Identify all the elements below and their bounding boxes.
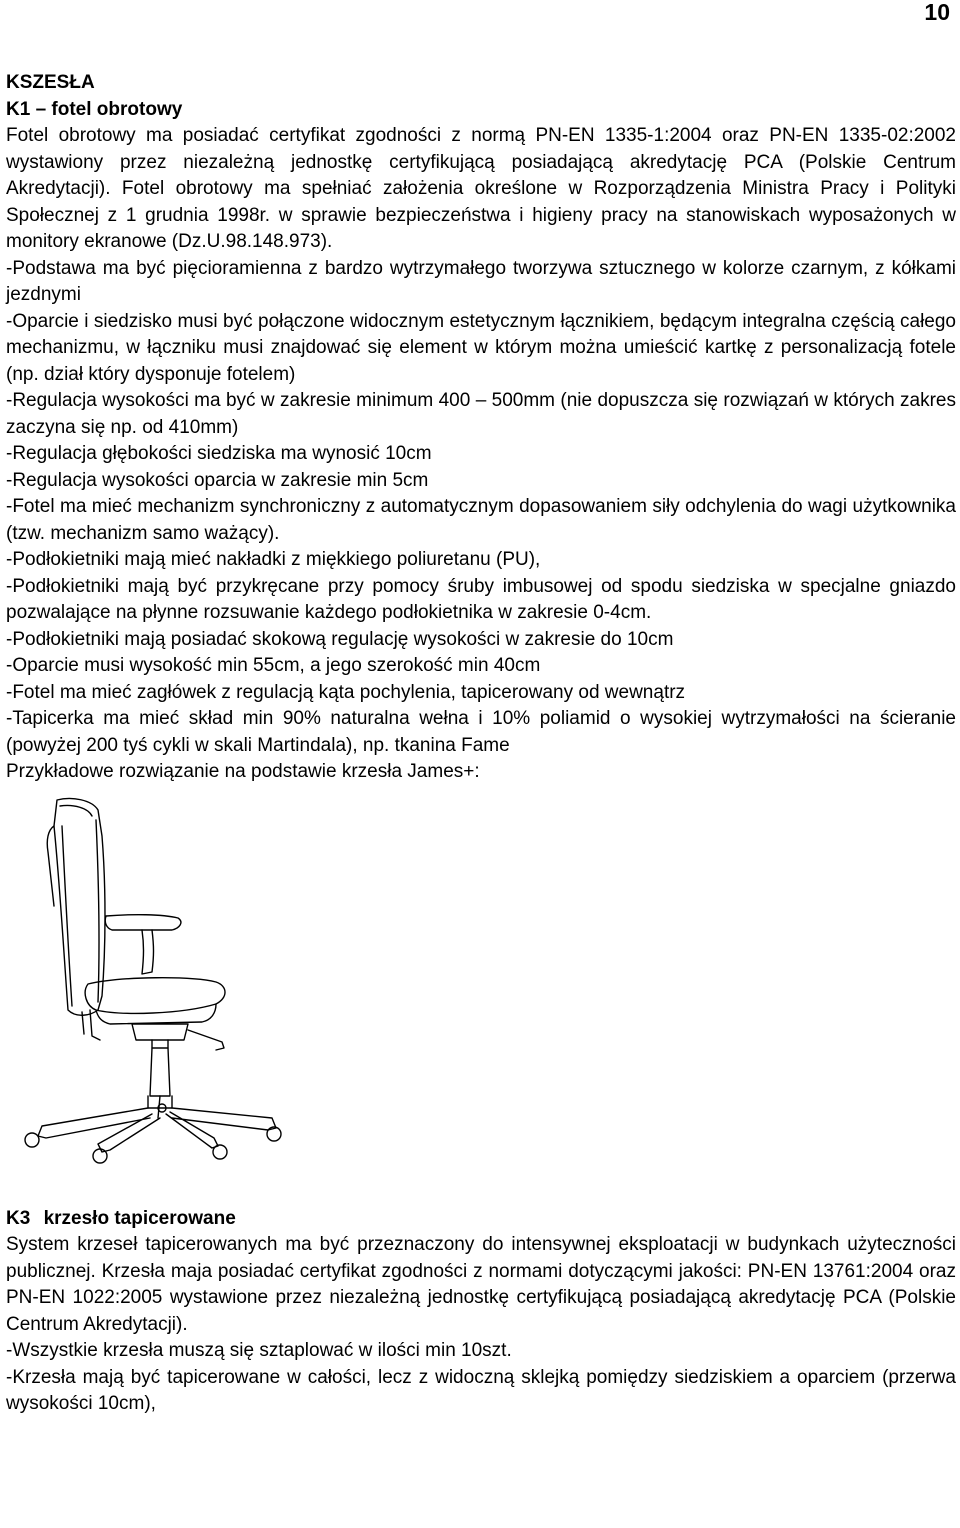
requirement-item: -Fotel ma mieć mechanizm synchroniczny z automatycznym dopasowaniem siły odchylenia do wagi użytkownika (tzw. mechanizm samo ważący). [6,496,956,544]
requirement-item: -Wszystkie krzesła muszą się sztaplować w ilości min 10szt. [6,1340,512,1361]
requirement-item: -Oparcie musi wysokość min 55cm, a jego szerokość min 40cm [6,655,541,676]
requirement-item: -Regulacja wysokości ma być w zakresie minimum 400 – 500mm (nie dopuszcza się rozwiązań w których zakres zaczyna się np. od 410mm) [6,390,956,438]
k1-requirements [6,256,956,760]
k3-code: K3 [6,1207,31,1229]
requirement-item: -Tapicerka ma mieć skład min 90% naturalna wełna i 10% poliamid o wysokiej wytrzymałości na ścieranie (powyżej 200 tyś cykli w skali Martindala), np. tkanina Fame [6,708,956,756]
k1-intro: Fotel obrotowy ma posiadać certyfikat zgodności z normą PN-EN 1335-1:2004 oraz PN-EN 1335-02:2002 wystawiony przez niezależną jednostkę certyfikującą posiadającą akredytację PCA (Polskie Centrum Akredytacji). Fotel obrotowy ma spełniać założenia określone w Rozporządzenia Ministra Pracy i Polityki Społecznej z 1 grudnia 1998r. w sprawie bezpieczeństwa i higieny pracy na stanowiskach wyposażonych w monitory ekranowe (Dz.U.98.148.973). [6,125,956,252]
section-title: KSZESŁA [6,72,95,93]
k3-heading [6,1206,956,1233]
example-caption: Przykładowe rozwiązanie na podstawie krzesła James+: [6,761,480,782]
requirement-item: -Regulacja wysokości oparcia w zakresie min 5cm [6,469,429,491]
requirement-item: -Oparcie i siedzisko musi być połączone widocznym estetycznym łącznikiem, będącym integralna częścią całego mechanizmu, w łączniku musi znajdować się element w którym można umieścić kartkę z personalizacją fotele (np. dział który dysponuje fotelem) [6,310,956,385]
requirement-item: -Fotel ma mieć zagłówek z regulacją kąta pochylenia, tapicerowany od wewnątrz [6,681,686,703]
k3-intro: System krzeseł tapicerowanych ma być przeznaczony do intensywnej eksploatacji w budynkach użyteczności publicznej. Krzesła maja posiadać certyfikat zgodności z normami dotyczącymi jakości: PN-EN 13761:2004 oraz PN-EN 1022:2005 wystawione przez niezależną jednostkę certyfikującą posiadającą akredytację PCA (Polskie Centrum Akredytacji). [6,1234,956,1335]
requirement-item: -Podstawa ma być pięcioramienna z bardzo wytrzymałego tworzywa sztucznego w kolorze czarnym, z kółkami jezdnymi [6,257,956,305]
requirement-item: -Krzesła mają być tapicerowane w całości, lecz z widoczną sklejką pomiędzy siedziskiem a oparciem (przerwa wysokości 10cm), [6,1366,956,1414]
requirement-item: -Podłokietniki mają być przykręcane przy pomocy śruby imbusowej od spodu siedziska w specjalne gniazdo pozwalające na płynne rozsuwanie każdego podłokietnika w zakresie 0-4cm. [6,575,956,623]
k3-requirements [6,1338,956,1418]
requirement-item: -Regulacja głębokości siedziska ma wynosić 10cm [6,443,432,464]
document-body [6,70,956,1418]
k1-title: K1 – fotel obrotowy [6,98,183,120]
page-number: 10 [924,0,950,25]
office-chair-illustration [2,796,287,1166]
requirement-item: -Podłokietniki mają mieć nakładki z miękkiego poliuretanu (PU), [6,549,541,570]
requirement-item: -Podłokietniki mają posiadać skokową regulację wysokości w zakresie do 10cm [6,628,674,650]
k3-title: krzesło tapicerowane [43,1207,236,1229]
